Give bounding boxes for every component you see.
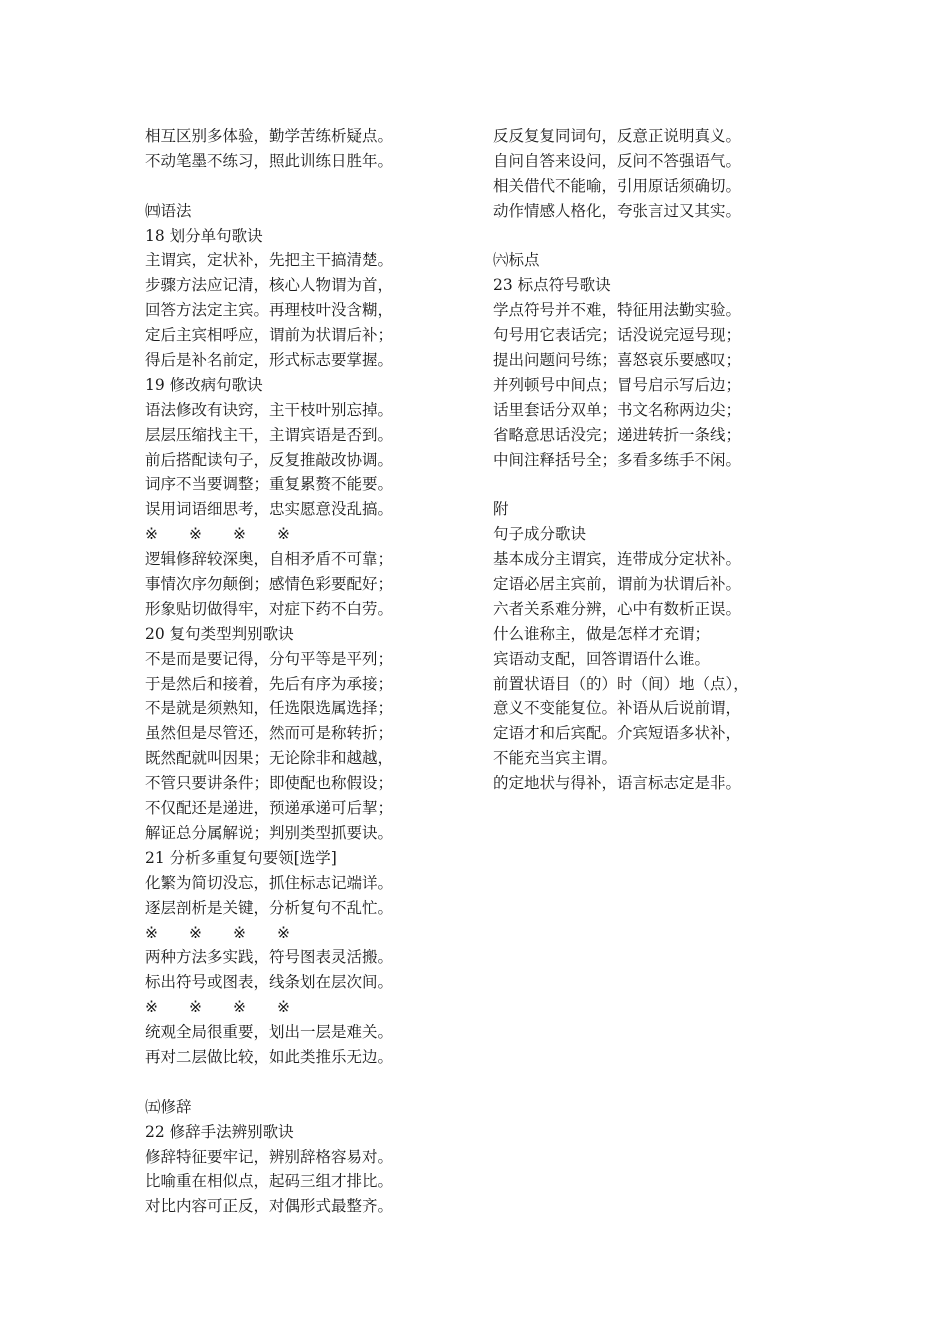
text-line: 反反复复同词句，反意正说明真义。 xyxy=(493,127,742,145)
text-line: ※ ※ ※ ※ xyxy=(145,998,290,1017)
text-line: 宾语动支配，回答谓语什么谁。 xyxy=(493,649,711,668)
text-line: 不是而是要记得，分句平等是平列； xyxy=(145,649,394,668)
text-line: 省略意思话没完；递进转折一条线； xyxy=(493,425,742,444)
text-line: 解证总分属解说；判别类型抓要诀。 xyxy=(145,823,394,842)
text-line: 回答方法定主宾。再理枝叶没含糊， xyxy=(145,301,394,320)
text-line: 提出问题问号练；喜怒哀乐要感叹； xyxy=(493,351,742,370)
text-line: 逐层剖析是关键，分析复句不乱忙。 xyxy=(145,898,394,917)
text-line: 统观全局很重要，划出一层是难关。 xyxy=(145,1023,394,1042)
text-line: 词序不当要调整；重复累赘不能要。 xyxy=(145,475,394,494)
text-line: 六者关系难分辨，心中有数析正误。 xyxy=(493,599,742,618)
text-line: 比喻重在相似点，起码三组才排比。 xyxy=(145,1172,394,1191)
text-line: 修辞特征要牢记，辨别辞格容易对。 xyxy=(145,1147,394,1166)
blank-line xyxy=(493,224,793,249)
text-line: 逻辑修辞较深奥，自相矛盾不可靠； xyxy=(145,550,394,569)
text-line: 22 修辞手法辨别歌诀 xyxy=(145,1122,294,1141)
text-line: 19 修改病句歌诀 xyxy=(145,375,263,394)
text-line: 不能充当宾主谓。 xyxy=(493,749,618,768)
text-line: 句号用它表话完；话没说完逗号现； xyxy=(493,326,742,345)
text-line: 主谓宾，定状补，先把主干搞清楚。 xyxy=(145,251,394,270)
text-line: 并列顿号中间点；冒号启示写后边； xyxy=(493,375,742,394)
text-line: ㈥标点 xyxy=(493,251,540,270)
text-line: 不仅配还是递进，预递承递可后挈； xyxy=(145,799,394,818)
text-line: 得后是补名前定，形式标志要掌握。 xyxy=(145,351,394,370)
text-line: ㈤修辞 xyxy=(145,1097,192,1116)
text-line: 虽然但是尽管还，然而可是称转折； xyxy=(145,724,394,743)
text-line: 定后主宾相呼应，谓前为状谓后补； xyxy=(145,326,394,345)
text-line: 不动笔墨不练习，照此训练日胜年。 xyxy=(145,151,394,170)
text-line: 于是然后和接着，先后有序为承接； xyxy=(145,674,394,693)
text-line: 不是就是须熟知，任选限选属选择； xyxy=(145,699,394,718)
text-line: ※ ※ ※ ※ xyxy=(145,923,290,942)
text-line: 前置状语目（的）时（间）地（点）， xyxy=(493,674,749,693)
text-line: 形象贴切做得牢，对症下药不白劳。 xyxy=(145,599,394,618)
text-line: 前后搭配读句子，反复推敲改协调。 xyxy=(145,450,394,469)
text-line: 动作情感人格化，夸张言过又其实。 xyxy=(493,201,742,220)
text-line: 事情次序勿颠倒；感情色彩要配好； xyxy=(145,575,394,594)
left-column xyxy=(145,124,445,1219)
text-line: 既然配就叫因果；无论除非和越越， xyxy=(145,749,394,768)
text-line: 对比内容可正反，对偶形式最整齐。 xyxy=(145,1197,394,1216)
text-line: 步骤方法应记清，核心人物谓为首， xyxy=(145,276,394,295)
blank-line xyxy=(145,1070,445,1095)
text-line: 语法修改有诀窍，主干枝叶别忘掉。 xyxy=(145,400,394,419)
text-line: 21 分析多重复句要领[选学] xyxy=(145,848,337,867)
text-line: 层层压缩找主干，主谓宾语是否到。 xyxy=(145,425,394,444)
text-line: 意义不变能复位。补语从后说前谓， xyxy=(493,699,742,718)
text-line: 的定地状与得补，语言标志定是非。 xyxy=(493,774,742,793)
text-line: 相关借代不能喻，引用原话须确切。 xyxy=(493,176,742,195)
text-line: 误用词语细思考，忠实愿意没乱搞。 xyxy=(145,500,394,519)
text-line: 相互区别多体验，勤学苦练析疑点。 xyxy=(145,127,394,145)
text-line: 句子成分歌诀 xyxy=(493,525,587,544)
text-line: 基本成分主谓宾，连带成分定状补。 xyxy=(493,550,742,569)
text-line: 再对二层做比较，如此类推乐无边。 xyxy=(145,1047,394,1066)
text-line: 18 划分单句歌诀 xyxy=(145,226,263,245)
text-line: 自问自答来设问，反问不答强语气。 xyxy=(493,151,742,170)
text-line: 定语必居主宾前，谓前为状谓后补。 xyxy=(493,575,742,594)
text-line: 不管只要讲条件；即使配也称假设； xyxy=(145,774,394,793)
text-line: ㈣语法 xyxy=(145,201,192,220)
text-line: 两种方法多实践，符号图表灵活搬。 xyxy=(145,948,394,967)
text-line: ※ ※ ※ ※ xyxy=(145,525,290,544)
text-line: 定语才和后宾配。介宾短语多状补， xyxy=(493,724,742,743)
blank-line xyxy=(145,174,445,199)
text-line: 标出符号或图表，线条划在层次间。 xyxy=(145,973,394,992)
text-line: 20 复句类型判别歌诀 xyxy=(145,624,294,643)
text-line: 23 标点符号歌诀 xyxy=(493,276,611,295)
text-line: 化繁为简切没忘，抓住标志记端详。 xyxy=(145,873,394,892)
text-line: 学点符号并不难，特征用法勤实验。 xyxy=(493,301,742,320)
text-line: 中间注释括号全；多看多练手不闲。 xyxy=(493,450,742,469)
text-line: 什么谁称主，做是怎样才充谓； xyxy=(493,624,711,643)
right-column xyxy=(493,124,793,796)
text-line: 话里套话分双单；书文名称两边尖； xyxy=(493,400,742,419)
blank-line xyxy=(493,472,793,497)
text-line: 附 xyxy=(493,500,509,519)
